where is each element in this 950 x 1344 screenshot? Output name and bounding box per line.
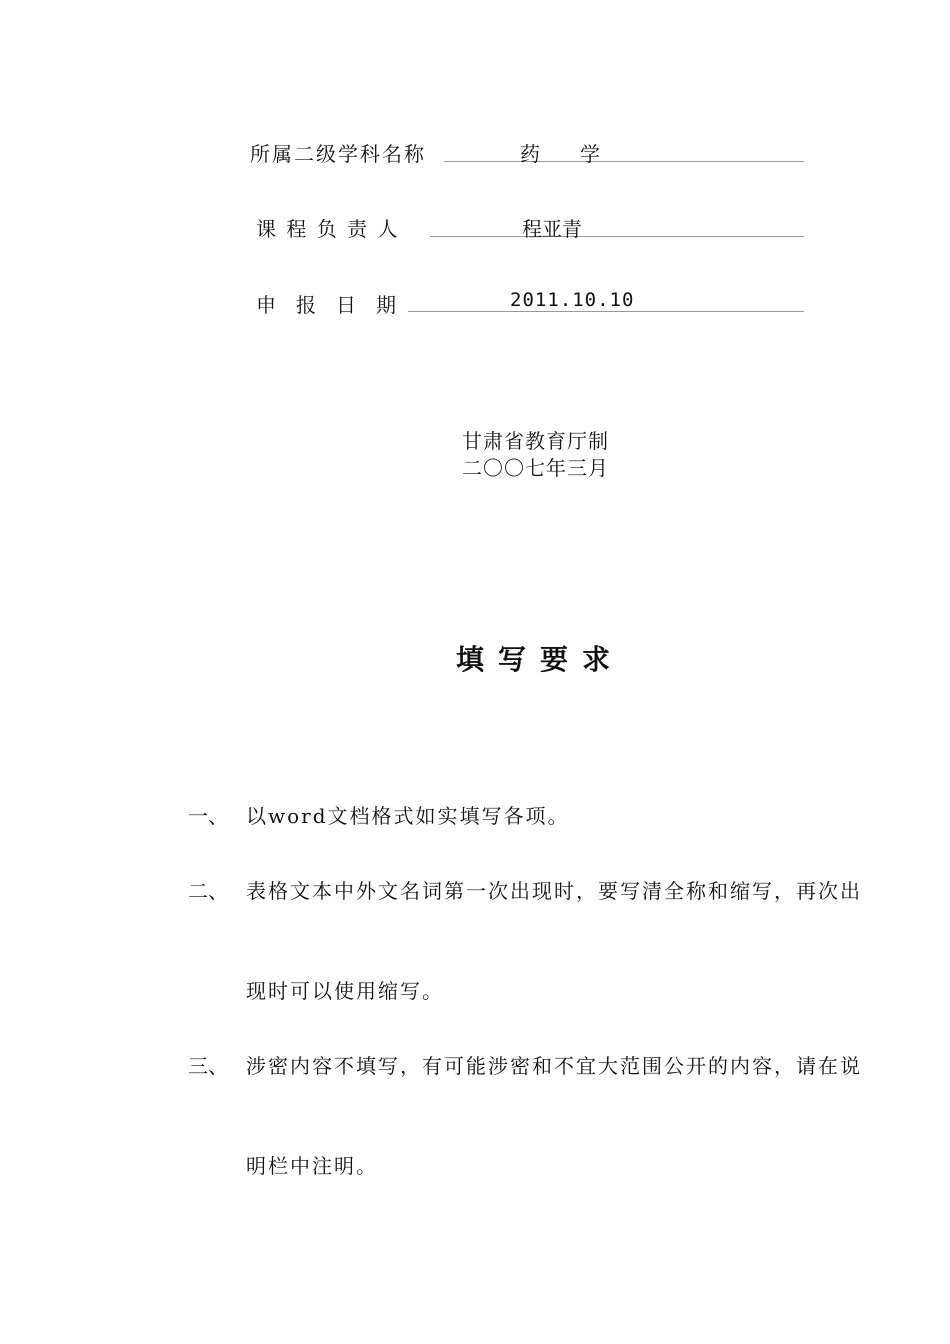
requirements-title: 填写要求 (455, 643, 624, 676)
requirement-text-line: 表格文本中外文名词第一次出现时，要写清全称和缩写，再次出 (246, 879, 862, 903)
leader-label: 课 程 负 责 人 (256, 217, 400, 241)
subject-label: 所属二级学科名称 (250, 142, 426, 166)
issuer-date: 二〇〇七年三月 (462, 456, 609, 480)
date-value: 2011.10.10 (510, 289, 635, 311)
subject-underline (444, 161, 804, 162)
issuer-org: 甘肃省教育厅制 (462, 429, 609, 453)
requirement-text-line: 明栏中注明。 (246, 1154, 378, 1178)
requirement-text-line: 以word文档格式如实填写各项。 (246, 804, 570, 828)
requirement-text-line: 涉密内容不填写，有可能涉密和不宜大范围公开的内容，请在说 (246, 1054, 862, 1078)
date-label: 申 报 日 期 (256, 293, 396, 317)
leader-value: 程亚青 (522, 217, 582, 241)
leader-underline (430, 236, 804, 237)
requirement-text-line: 现时可以使用缩写。 (246, 979, 444, 1003)
requirement-number: 二、 (188, 879, 228, 903)
requirement-number: 一、 (188, 804, 228, 828)
date-underline (408, 311, 804, 312)
requirement-number: 三、 (188, 1054, 228, 1078)
subject-value: 药 学 (520, 142, 600, 166)
